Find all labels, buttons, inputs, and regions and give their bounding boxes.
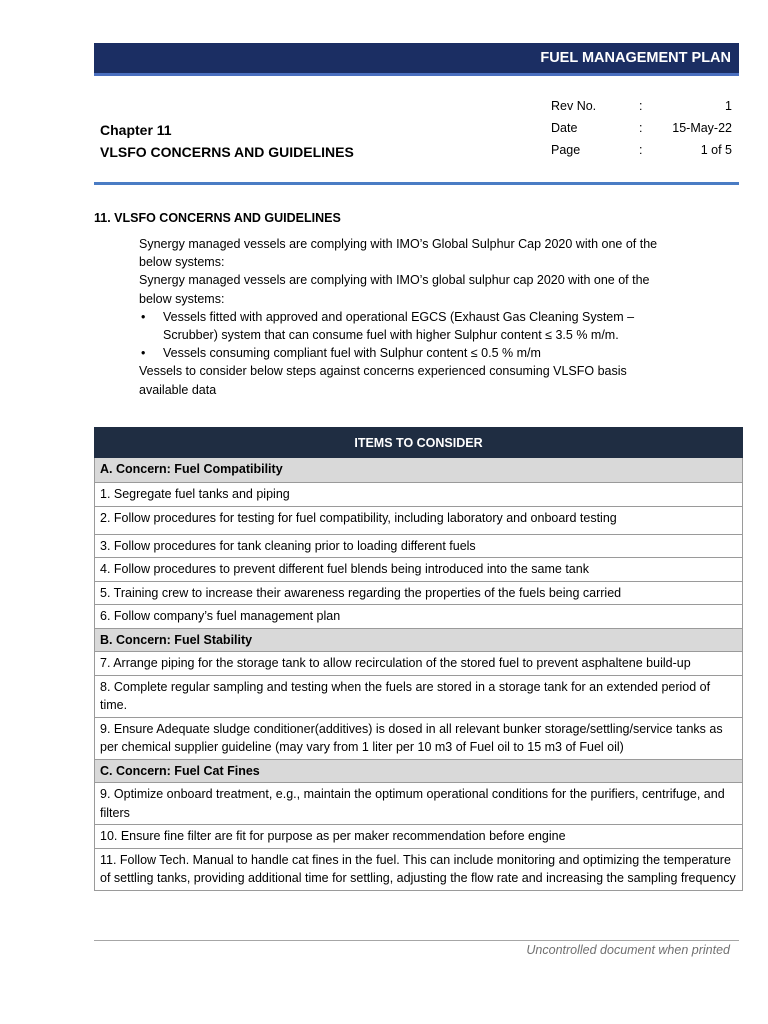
concern-title: C. Concern: Fuel Cat Fines bbox=[95, 759, 743, 783]
table-row bbox=[95, 558, 743, 582]
meta-page-value: 1 of 5 bbox=[700, 143, 732, 157]
table-row bbox=[95, 652, 743, 676]
table-header-row bbox=[95, 428, 743, 458]
concern-row bbox=[95, 628, 743, 652]
meta-page bbox=[551, 143, 732, 163]
table-row bbox=[95, 783, 743, 825]
meta-rev bbox=[551, 99, 732, 119]
table-cell: 10. Ensure fine filter are fit for purpose as per maker recommendation before engine bbox=[95, 825, 743, 849]
table-cell: 7. Arrange piping for the storage tank to allow recirculation of the stored fuel to prevent asphaltene build-up bbox=[95, 652, 743, 676]
table-cell: 2. Follow procedures for testing for fuel compatibility, including laboratory and onboard testing bbox=[95, 506, 743, 534]
closing-paragraph: Vessels to consider below steps against concerns experienced consuming VLSFO basis available data bbox=[139, 364, 627, 397]
table-header: ITEMS TO CONSIDER bbox=[95, 428, 743, 458]
bullet-icon: • bbox=[141, 309, 146, 324]
bullet-icon: • bbox=[141, 346, 146, 361]
list-item bbox=[141, 308, 679, 344]
meta-rev-value: 1 bbox=[725, 99, 732, 113]
table-row bbox=[95, 675, 743, 717]
concern-title: B. Concern: Fuel Stability bbox=[95, 628, 743, 652]
concern-row bbox=[95, 458, 743, 483]
table-row bbox=[95, 483, 743, 507]
table-cell: 5. Training crew to increase their awareness regarding the properties of the fuels being carried bbox=[95, 581, 743, 605]
meta-date-value: 15-May-22 bbox=[672, 121, 732, 135]
table-row bbox=[95, 605, 743, 629]
table-cell: 3. Follow procedures for tank cleaning prior to loading different fuels bbox=[95, 534, 743, 558]
list-item-text: Vessels fitted with approved and operational EGCS (Exhaust Gas Cleaning System – Scrubber) system that can consume fuel with higher Sulphur content ≤ 3.5 % m/m. bbox=[163, 309, 635, 343]
table-row bbox=[95, 717, 743, 759]
intro-paragraph: Synergy managed vessels are complying with IMO’s Global Sulphur Cap 2020 with one of the below systems: bbox=[139, 237, 658, 270]
footer-divider bbox=[94, 940, 739, 941]
items-table bbox=[94, 427, 743, 891]
systems-list bbox=[139, 308, 679, 363]
footer-note: Uncontrolled document when printed bbox=[526, 943, 730, 957]
chapter-number: Chapter 11 bbox=[100, 122, 172, 138]
table-cell: 9. Ensure Adequate sludge conditioner(additives) is dosed in all relevant bunker storage/settling/service tanks as per chemical supplier guideline (may vary from 1 liter per 10 m3 of Fuel oil to 15 m3 of Fuel oil) bbox=[95, 717, 743, 759]
section-intro bbox=[139, 235, 679, 399]
table-row bbox=[95, 848, 743, 890]
list-item-text: Vessels consuming compliant fuel with Sulphur content ≤ 0.5 % m/m bbox=[163, 346, 541, 361]
chapter-title: VLSFO CONCERNS AND GUIDELINES bbox=[100, 144, 354, 160]
meta-page-colon: : bbox=[639, 143, 643, 157]
section-title: 11. VLSFO CONCERNS AND GUIDELINES bbox=[94, 211, 341, 225]
intro-paragraph: Synergy managed vessels are complying with IMO’s global sulphur cap 2020 with one of the below systems: bbox=[139, 273, 650, 306]
concern-title: A. Concern: Fuel Compatibility bbox=[95, 458, 743, 483]
concern-row bbox=[95, 759, 743, 783]
table-cell: 11. Follow Tech. Manual to handle cat fines in the fuel. This can include monitoring and optimizing the temperature of settling tanks, providing additional time for settling, adjusting the flow rate and increasing the sampling frequency bbox=[95, 848, 743, 890]
table-cell: 1. Segregate fuel tanks and piping bbox=[95, 483, 743, 507]
table-cell: 9. Optimize onboard treatment, e.g., maintain the optimum operational conditions for the purifiers, centrifuge, and filters bbox=[95, 783, 743, 825]
meta-rev-label: Rev No. bbox=[551, 99, 597, 113]
table-row bbox=[95, 825, 743, 849]
list-item bbox=[141, 344, 679, 362]
meta-date-label: Date bbox=[551, 121, 578, 135]
document-header-bar bbox=[94, 43, 739, 76]
table-row bbox=[95, 581, 743, 605]
meta-date bbox=[551, 121, 732, 141]
document-title: FUEL MANAGEMENT PLAN bbox=[540, 50, 731, 66]
table-cell: 6. Follow company’s fuel management plan bbox=[95, 605, 743, 629]
table-cell: 4. Follow procedures to prevent different fuel blends being introduced into the same tank bbox=[95, 558, 743, 582]
table-row bbox=[95, 534, 743, 558]
meta-rev-colon: : bbox=[639, 99, 643, 113]
table-cell: 8. Complete regular sampling and testing when the fuels are stored in a storage tank for an extended period of time. bbox=[95, 675, 743, 717]
table-row bbox=[95, 506, 743, 534]
meta-page-label: Page bbox=[551, 143, 581, 157]
header-divider bbox=[94, 182, 739, 185]
meta-date-colon: : bbox=[639, 121, 643, 135]
